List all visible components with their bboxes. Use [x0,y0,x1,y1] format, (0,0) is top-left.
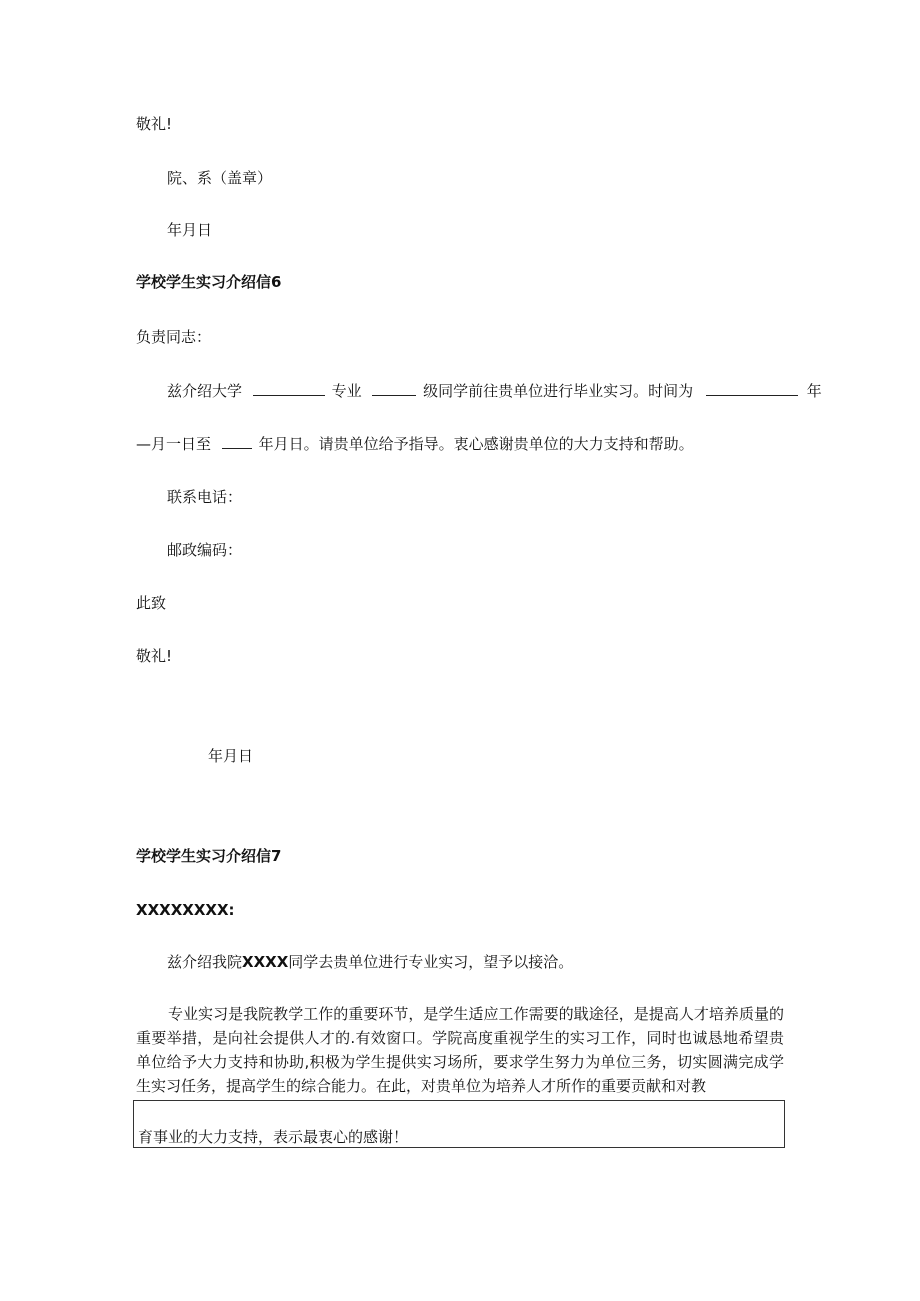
blank-end-year [222,434,252,449]
signature-line: 院、系（盖章） [167,169,273,187]
salutation: 敬礼! [136,647,173,665]
postcode-label: 邮政编码： [167,541,243,559]
letter-title: 学校学生实习介绍信7 [136,847,282,865]
body-text: 专业 [331,382,362,400]
body-text: —月一日至 [136,435,212,453]
letter-body-line-1 [167,381,822,401]
bordered-box [133,1100,785,1148]
body-text: 兹介绍大学 [167,382,243,400]
intro-line [167,952,573,972]
blank-university [253,381,325,396]
body-text: 级同学前往贵单位进行毕业实习。时间为 [423,382,694,400]
letter-body-line-2 [136,434,694,454]
closing-line: 此致 [136,594,167,612]
body-text: 年月日。请贵单位给予指导。衷心感谢贵单位的大力支持和帮助。 [258,435,694,453]
greeting: 负责同志： [136,328,212,346]
body-text: 年 [806,382,822,400]
body-text: 同学去贵单位进行专业实习，望予以接洽。 [288,953,574,971]
body-text: 兹介绍我院 [167,953,243,971]
boxed-text: 育事业的大力支持，表示最衷心的感谢！ [138,1128,409,1146]
letter-title: 学校学生实习介绍信6 [136,273,282,291]
student-placeholder: XXXX [242,953,289,971]
salutation: 敬礼! [136,115,173,133]
date-line: 年月日 [167,221,213,239]
date-line: 年月日 [208,747,254,765]
body-paragraph: 专业实习是我院教学工作的重要环节，是学生适应工作需要的戢途径，是提高人才培养质量的重要举措，是向社会提供人才的.有效窗口。学院高度重视学生的实习工作，同时也诚恳地希望贵单位给予大力支持和协助,积极为学生提供实习场所，要求学生努力为单位三务，切实圆满完成学生实习任务，提高学生的综合能力。在此，对贵单位为培养人才所作的重要贡献和对教 [136,1005,784,1095]
phone-label: 联系电话： [167,488,243,506]
blank-year [706,381,798,396]
addressee: XXXXXXXX: [136,901,235,919]
blank-grade [372,381,416,396]
